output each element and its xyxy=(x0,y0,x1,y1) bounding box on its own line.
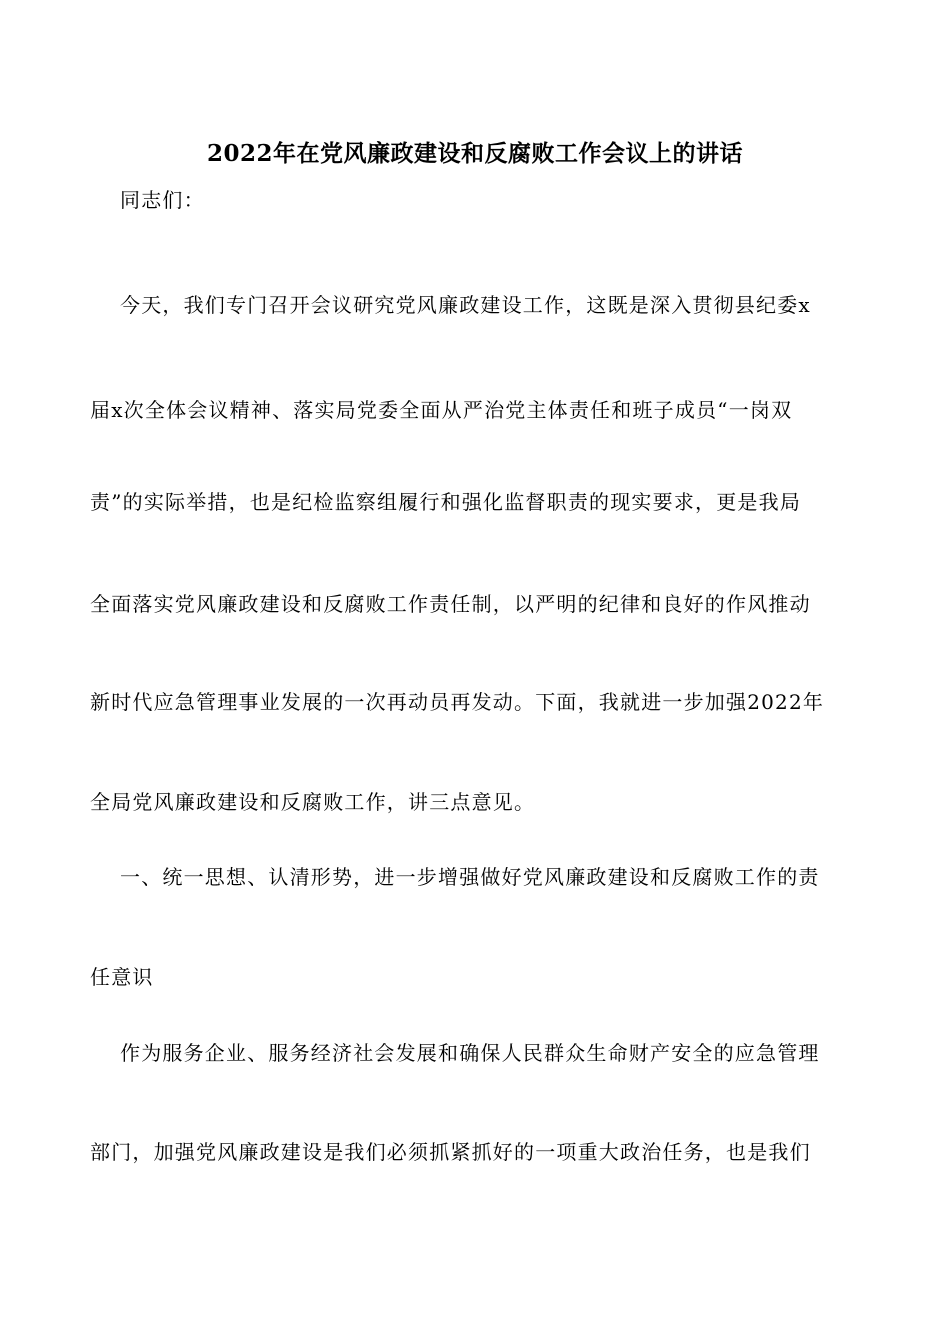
paragraph-line: 今天，我们专门召开会议研究党风廉政建设工作，这既是深入贯彻县纪委x xyxy=(120,293,811,317)
paragraph-line: 届x次全体会议精神、落实局党委全面从严治党主体责任和班子成员“一岗双 xyxy=(90,398,793,422)
paragraph-line: 全局党风廉政建设和反腐败工作，讲三点意见。 xyxy=(90,790,536,814)
paragraph-line: 作为服务企业、服务经济社会发展和确保人民群众生命财产安全的应急管理 xyxy=(120,1041,820,1065)
section-heading-line: 一、统一思想、认清形势，进一步增强做好党风廉政建设和反腐败工作的责 xyxy=(120,865,820,889)
paragraph-line: 新时代应急管理事业发展的一次再动员再发动。下面，我就进一步加强2022年 xyxy=(90,690,825,714)
section-heading-line: 任意识 xyxy=(90,965,154,989)
salutation: 同志们： xyxy=(120,188,205,212)
paragraph-line: 全面落实党风廉政建设和反腐败工作责任制，以严明的纪律和良好的作风推动 xyxy=(90,592,811,616)
paragraph-line: 部门，加强党风廉政建设是我们必须抓紧抓好的一项重大政治任务，也是我们 xyxy=(90,1140,811,1164)
paragraph-line: 责”的实际举措，也是纪检监察组履行和强化监督职责的现实要求，更是我局 xyxy=(90,490,802,514)
document-title: 2022年在党风廉政建设和反腐败工作会议上的讲话 xyxy=(206,140,743,167)
